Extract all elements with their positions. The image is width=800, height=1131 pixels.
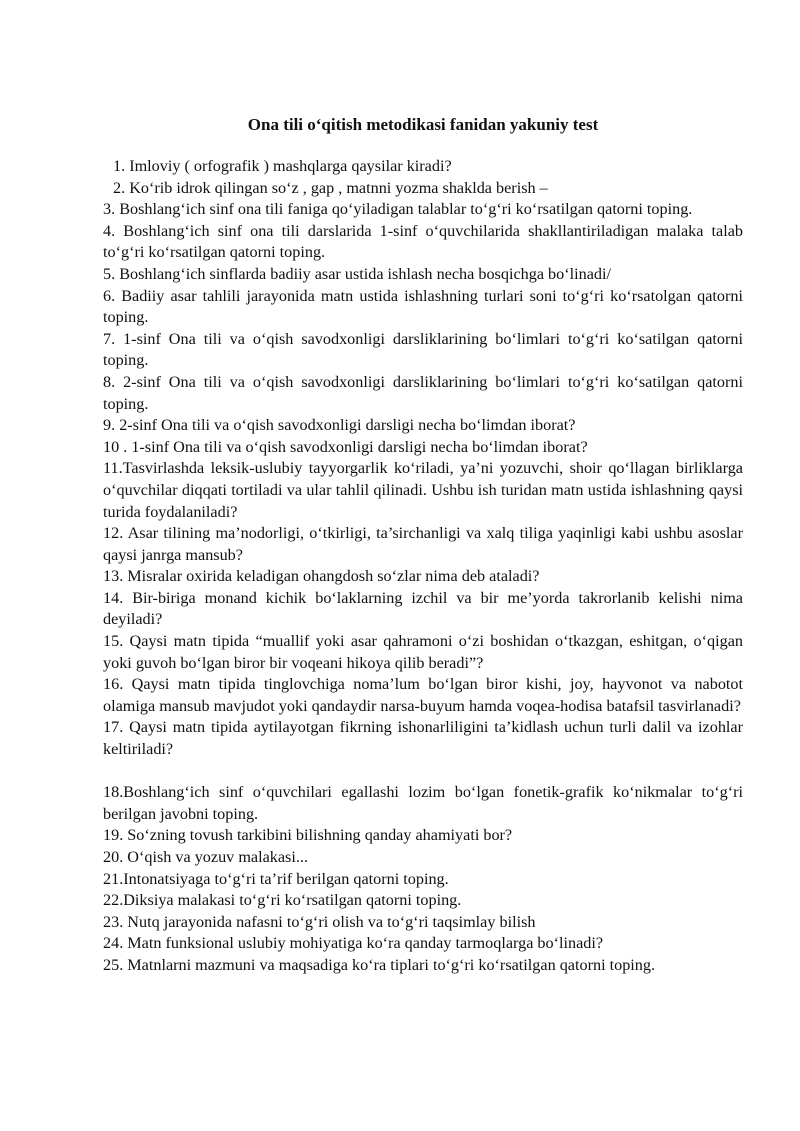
question-item: 19. So‘zning tovush tarkibini bilishning qanday ahamiyati bor? xyxy=(103,826,513,845)
question-item: 14. Bir-biriga monand kichik bo‘laklarning izchil va bir me’yorda takrorlanib kelishi nima deyiladi? xyxy=(103,588,743,629)
question-item: 1. Imloviy ( orfografik ) mashqlarga qaysilar kiradi? xyxy=(113,157,452,175)
question-item: 17. Qaysi matn tipida aytilayotgan fikrning ishonarliligini ta’kidlash uchun turli dalil va izohlar keltiriladi? xyxy=(103,718,743,759)
question-item: 15. Qaysi matn tipida “muallif yoki asar qahramoni o‘zi boshidan o‘tkazgan, eshitgan, o‘qigan yoki guvoh bo‘lgan biror bir voqeani hikoya qilib beradi”? xyxy=(103,632,743,672)
document-page xyxy=(103,112,743,977)
blank-line xyxy=(103,761,743,783)
question-item: 23. Nutq jarayonida nafasni to‘g‘ri olish va to‘g‘ri taqsimlay bilish xyxy=(103,912,536,931)
question-item: 4. Boshlang‘ich sinf ona tili darslarida 1-sinf o‘quvchilarida shakllantiriladigan malaka talab to‘g‘ri ko‘rsatilgan qatorni toping. xyxy=(103,221,743,262)
question-item: 21.Intonatsiyaga to‘g‘ri ta’rif berilgan qatorni toping. xyxy=(103,869,449,888)
question-item: 18.Boshlang‘ich sinf o‘quvchilari egallashi lozim bo‘lgan fonetik-grafik ko‘nikmalar to‘g‘ri berilgan javobni toping. xyxy=(103,783,743,823)
question-item: 16. Qaysi matn tipida tinglovchiga noma’lum bo‘lgan biror kishi, joy, hayvonot va nabotot olamiga mansub mavjudot yoki qandaydir narsa-buyum hamda voqea-hodisa batafsil tasvirlanadi? xyxy=(103,675,743,715)
question-item: 11.Tasvirlashda leksik-uslubiy tayyorgarlik ko‘riladi, ya’ni yozuvchi, shoir qo‘llagan birliklarga o‘quvchilar diqqati tortiladi va ular tahlil qilinadi. Ushbu ish turidan matn ustida ishlashning qaysi turida foydalaniladi? xyxy=(103,459,743,521)
question-item: 6. Badiiy asar tahlili jarayonida matn ustida ishlashning turlari soni to‘g‘ri ko‘rsatolgan qatorni toping. xyxy=(103,286,743,327)
question-item: 7. 1-sinf Ona tili va o‘qish savodxonligi darsliklarining bo‘limlari to‘g‘ri ko‘satilgan qatorni toping. xyxy=(103,329,743,370)
question-item: 20. O‘qish va yozuv malakasi... xyxy=(103,848,308,866)
question-item: 22.Diksiya malakasi to‘g‘ri ko‘rsatilgan qatorni toping. xyxy=(103,891,462,910)
question-item: 10 . 1-sinf Ona tili va o‘qish savodxonligi darsligi necha bo‘limdan iborat? xyxy=(103,437,588,456)
question-list xyxy=(103,156,743,977)
question-item: 25. Matnlarni mazmuni va maqsadiga ko‘ra tiplari to‘g‘ri ko‘rsatilgan qatorni toping. xyxy=(103,955,656,974)
question-item: 5. Boshlang‘ich sinflarda badiiy asar ustida ishlash necha bosqichga bo‘linadi/ xyxy=(103,264,611,283)
question-item: 2. Ko‘rib idrok qilingan so‘z , gap , matnni yozma shaklda berish – xyxy=(113,178,548,197)
question-item: 12. Asar tilining ma’nodorligi, o‘tkirligi, ta’sirchanligi va xalq tiliga yaqinligi kabi ushbu asoslar qaysi janrga mansub? xyxy=(103,524,743,564)
question-item: 3. Boshlang‘ich sinf ona tili faniga qo‘yiladigan talablar to‘g‘ri ko‘rsatilgan qatorni toping. xyxy=(103,200,693,219)
question-item: 24. Matn funksional uslubiy mohiyatiga ko‘ra qanday tarmoqlarga bo‘linadi? xyxy=(103,934,604,953)
document-title: Ona tili o‘qitish metodikasi fanidan yakuniy test xyxy=(247,115,599,134)
question-item: 13. Misralar oxirida keladigan ohangdosh so‘zlar nima deb ataladi? xyxy=(103,567,540,586)
question-item: 8. 2-sinf Ona tili va o‘qish savodxonligi darsliklarining bo‘limlari to‘g‘ri ko‘satilgan qatorni toping. xyxy=(103,372,743,413)
question-item: 9. 2-sinf Ona tili va o‘qish savodxonligi darsligi necha bo‘limdan iborat? xyxy=(103,416,576,435)
